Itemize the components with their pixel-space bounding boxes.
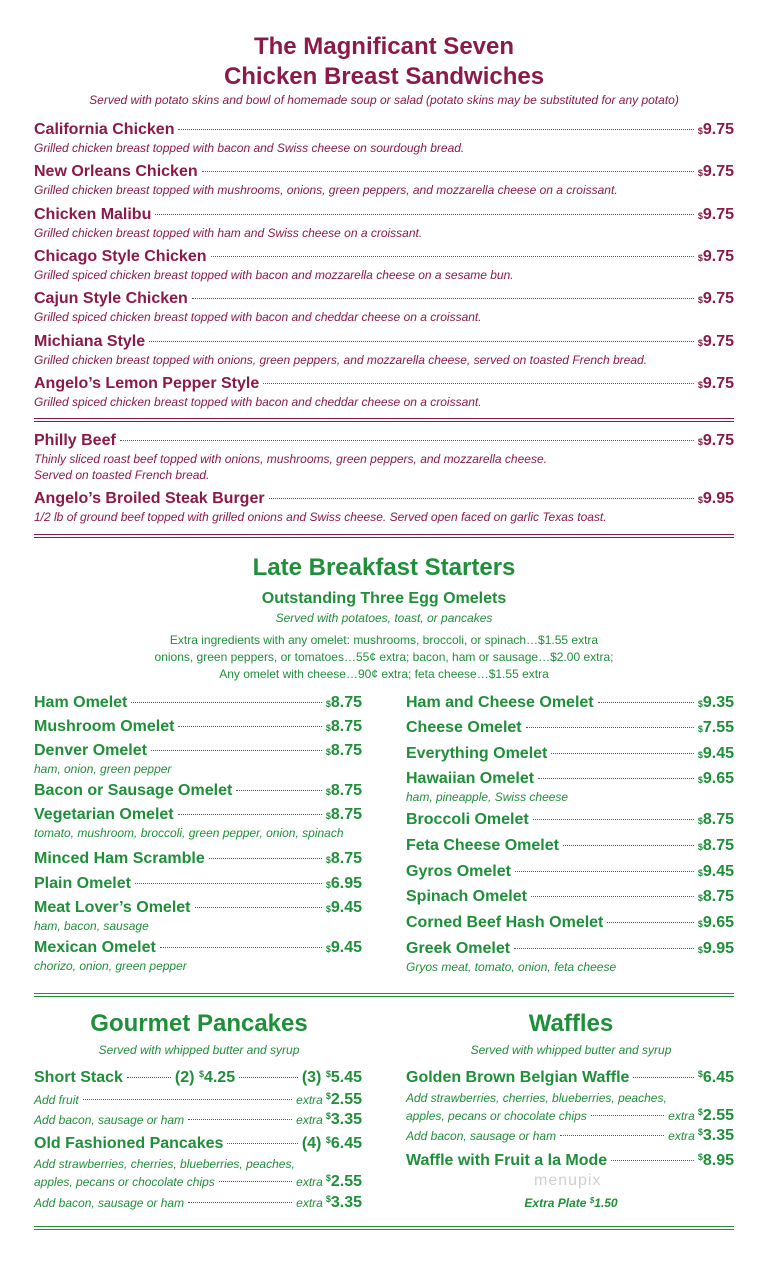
item-price: $8.75 — [325, 694, 362, 711]
item-description: ham, onion, green pepper — [34, 762, 172, 776]
item-price: $9.45 — [697, 745, 734, 762]
omelet-title: Outstanding Three Egg Omelets — [261, 590, 507, 607]
sandwich-title-line2: Chicken Breast Sandwiches — [223, 63, 545, 90]
menu-item — [34, 332, 734, 368]
menu-item — [406, 693, 734, 713]
item-price: $9.45 — [325, 939, 362, 956]
item-price: $2.55 — [697, 1107, 734, 1124]
divider — [34, 993, 734, 997]
item-price: $3.35 — [697, 1127, 734, 1144]
item-name: Minced Ham Scramble — [34, 850, 205, 867]
item-name: Plain Omelet — [34, 875, 131, 892]
addon-line: Add bacon, sausage or ham extra $3.35 — [34, 1194, 362, 1211]
menu-item — [406, 862, 734, 882]
item-name: Golden Brown Belgian Waffle — [406, 1069, 630, 1086]
menu-item — [406, 718, 734, 738]
item-price: $9.95 — [697, 490, 734, 507]
item-name: Chicago Style Chicken — [34, 248, 207, 265]
item-description: ham, bacon, sausage — [34, 919, 149, 933]
item-name: Philly Beef — [34, 432, 116, 449]
watermark: menupix — [534, 1172, 602, 1189]
omelet-extras-line: onions, green peppers, or tomatoes…55¢ extra; bacon, ham or sausage…$2.00 extra; — [154, 650, 614, 664]
item-price: $6.45 — [697, 1069, 734, 1086]
old-fashioned-line: Old Fashioned Pancakes (4) $6.45 — [34, 1135, 362, 1152]
item-name: Everything Omelet — [406, 745, 548, 762]
item-price: $8.75 — [325, 742, 362, 759]
item-price: $8.75 — [697, 811, 734, 828]
waffle-subtitle: Served with whipped butter and syrup — [470, 1043, 672, 1057]
sandwich-title-line1: The Magnificant Seven — [253, 33, 515, 60]
item-price: $4.25 — [198, 1069, 236, 1086]
item-name: Cajun Style Chicken — [34, 290, 188, 307]
item-name: Broccoli Omelet — [406, 811, 529, 828]
item-price: $3.35 — [325, 1194, 362, 1211]
menu-item — [34, 781, 362, 801]
item-name: Greek Omelet — [406, 940, 511, 957]
item-price: $2.55 — [325, 1091, 362, 1108]
short-stack-line: Short Stack (2) $4.25 (3) $5.45 — [34, 1069, 362, 1086]
item-price: $6.45 — [325, 1135, 362, 1152]
addon-line: apples, pecans or chocolate chips extra $2.55 — [406, 1107, 734, 1124]
item-name: Corned Beef Hash Omelet — [406, 914, 604, 931]
item-price: $9.45 — [697, 863, 734, 880]
item-name: Ham Omelet — [34, 694, 128, 711]
item-price: $9.75 — [697, 206, 734, 223]
menu-item — [34, 205, 734, 241]
addon-line: Add strawberries, cherries, blueberries, peaches, — [406, 1091, 667, 1105]
waffle-section-title: Waffles — [528, 1010, 614, 1037]
item-name: Michiana Style — [34, 333, 146, 350]
item-description: 1/2 lb of ground beef topped with grilled onions and Swiss cheese. Served open faced on garlic Texas toast. — [34, 510, 607, 524]
menu-item — [406, 836, 734, 856]
item-description: Served on toasted French bread. — [34, 468, 210, 482]
item-name: Hawaiian Omelet — [406, 770, 535, 787]
item-price: $9.75 — [697, 163, 734, 180]
addon-line: Add bacon, sausage or ham extra $3.35 — [406, 1127, 734, 1144]
item-price: $9.75 — [697, 248, 734, 265]
item-price: $8.75 — [325, 718, 362, 735]
item-description: chorizo, onion, green pepper — [34, 959, 187, 973]
item-name: Mushroom Omelet — [34, 718, 175, 735]
item-name: Gyros Omelet — [406, 863, 511, 880]
item-price: $9.35 — [697, 694, 734, 711]
item-name: Ham and Cheese Omelet — [406, 694, 594, 711]
menu-item — [406, 810, 734, 830]
menu-item — [34, 693, 362, 713]
item-price: $8.75 — [697, 837, 734, 854]
menu-item — [406, 913, 734, 933]
pancake-subtitle: Served with whipped butter and syrup — [98, 1043, 300, 1057]
item-name: California Chicken — [34, 121, 175, 138]
menu-item — [34, 898, 362, 934]
omelet-extras-line: Any omelet with cheese…90¢ extra; feta cheese…$1.55 extra — [219, 667, 549, 681]
addon-line: Add bacon, sausage or ham extra $3.35 — [34, 1111, 362, 1128]
item-price: $9.45 — [325, 899, 362, 916]
item-name: Denver Omelet — [34, 742, 147, 759]
item-description: ham, pineapple, Swiss cheese — [406, 790, 569, 804]
menu-item — [34, 805, 362, 841]
menu-item — [34, 374, 734, 410]
menu-item — [406, 887, 734, 907]
item-price: $5.45 — [325, 1069, 362, 1086]
divider — [34, 1226, 734, 1230]
item-description: Grilled spiced chicken breast topped with bacon and mozzarella cheese on a sesame bun. — [34, 268, 514, 282]
sandwich-section-title — [0, 32, 768, 92]
item-price: $8.75 — [325, 850, 362, 867]
item-name: Short Stack — [34, 1069, 123, 1086]
item-name: Angelo’s Lemon Pepper Style — [34, 375, 260, 392]
menu-item — [34, 162, 734, 198]
item-name: Spinach Omelet — [406, 888, 527, 905]
waffle-a-la-mode-line — [406, 1152, 734, 1170]
menu-item — [34, 741, 362, 777]
item-price: $9.65 — [697, 914, 734, 931]
item-price: $8.75 — [325, 782, 362, 799]
item-name: Feta Cheese Omelet — [406, 837, 559, 854]
item-description: Thinly sliced roast beef topped with onions, mushrooms, green peppers, and mozzarella cheese. — [34, 452, 547, 466]
divider — [34, 418, 734, 422]
extra-plate-note: Extra Plate $1.50 — [524, 1196, 618, 1210]
item-description: Grilled chicken breast topped with bacon and Swiss cheese on sourdough bread. — [34, 141, 465, 155]
pancake-section-title: Gourmet Pancakes — [90, 1010, 308, 1037]
item-description: Grilled chicken breast topped with mushrooms, onions, green peppers, and mozzarella cheese on a croissant. — [34, 183, 618, 197]
menu-item — [34, 717, 362, 737]
menu-item — [34, 489, 734, 525]
menu-item — [406, 939, 734, 975]
item-name: Waffle with Fruit a la Mode — [406, 1152, 608, 1169]
menu-item — [34, 938, 362, 974]
menu-item — [34, 289, 734, 325]
addon-line: Add fruit extra $2.55 — [34, 1091, 362, 1108]
item-price: $9.75 — [697, 432, 734, 449]
item-name: Bacon or Sausage Omelet — [34, 782, 233, 799]
item-description: Grilled chicken breast topped with ham and Swiss cheese on a croissant. — [34, 226, 423, 240]
addon-line: Add strawberries, cherries, blueberries, peaches, — [34, 1157, 295, 1171]
omelet-subtitle: Served with potatoes, toast, or pancakes — [275, 611, 493, 625]
item-description: Grilled chicken breast topped with onions, green peppers, and mozzarella cheese, served on toasted French bread. — [34, 353, 648, 367]
menu-item — [406, 744, 734, 764]
item-price: $9.75 — [697, 333, 734, 350]
sandwich-subtitle: Served with potato skins and bowl of homemade soup or salad (potato skins may be substituted for any potato) — [89, 93, 679, 107]
menu-item — [34, 247, 734, 283]
divider — [34, 534, 734, 538]
menu-item — [34, 874, 362, 894]
item-description: tomato, mushroom, broccoli, green pepper, onion, spinach — [34, 826, 344, 840]
item-description: Gryos meat, tomato, onion, feta cheese — [406, 960, 617, 974]
item-name: Mexican Omelet — [34, 939, 156, 956]
item-price: $9.95 — [697, 940, 734, 957]
item-price: $6.95 — [325, 875, 362, 892]
item-name: Old Fashioned Pancakes — [34, 1135, 224, 1152]
item-name: New Orleans Chicken — [34, 163, 198, 180]
item-description: Grilled spiced chicken breast topped with bacon and cheddar cheese on a croissant. — [34, 310, 482, 324]
menu-item — [406, 769, 734, 805]
item-price: $8.75 — [325, 806, 362, 823]
item-price: $7.55 — [697, 719, 734, 736]
item-price: $9.75 — [697, 121, 734, 138]
breakfast-section-title: Late Breakfast Starters — [252, 554, 516, 581]
item-price: $8.75 — [697, 888, 734, 905]
item-price: $9.75 — [697, 375, 734, 392]
item-price: $9.75 — [697, 290, 734, 307]
belgian-waffle-line — [406, 1069, 734, 1087]
menu-item — [34, 431, 734, 483]
item-name: Cheese Omelet — [406, 719, 522, 736]
item-name: Meat Lover’s Omelet — [34, 899, 191, 916]
item-price: $3.35 — [325, 1111, 362, 1128]
omelet-extras-line: Extra ingredients with any omelet: mushrooms, broccoli, or spinach…$1.55 extra — [169, 633, 599, 647]
item-price: $8.95 — [697, 1152, 734, 1169]
menu-item — [34, 849, 362, 869]
item-description: Grilled spiced chicken breast topped with bacon and cheddar cheese on a croissant. — [34, 395, 482, 409]
item-price: $9.65 — [697, 770, 734, 787]
addon-line: apples, pecans or chocolate chips extra $2.55 — [34, 1173, 362, 1190]
item-price: $2.55 — [325, 1173, 362, 1190]
menu-item — [34, 120, 734, 156]
item-name: Chicken Malibu — [34, 206, 152, 223]
item-name: Angelo’s Broiled Steak Burger — [34, 490, 265, 507]
item-name: Vegetarian Omelet — [34, 806, 174, 823]
